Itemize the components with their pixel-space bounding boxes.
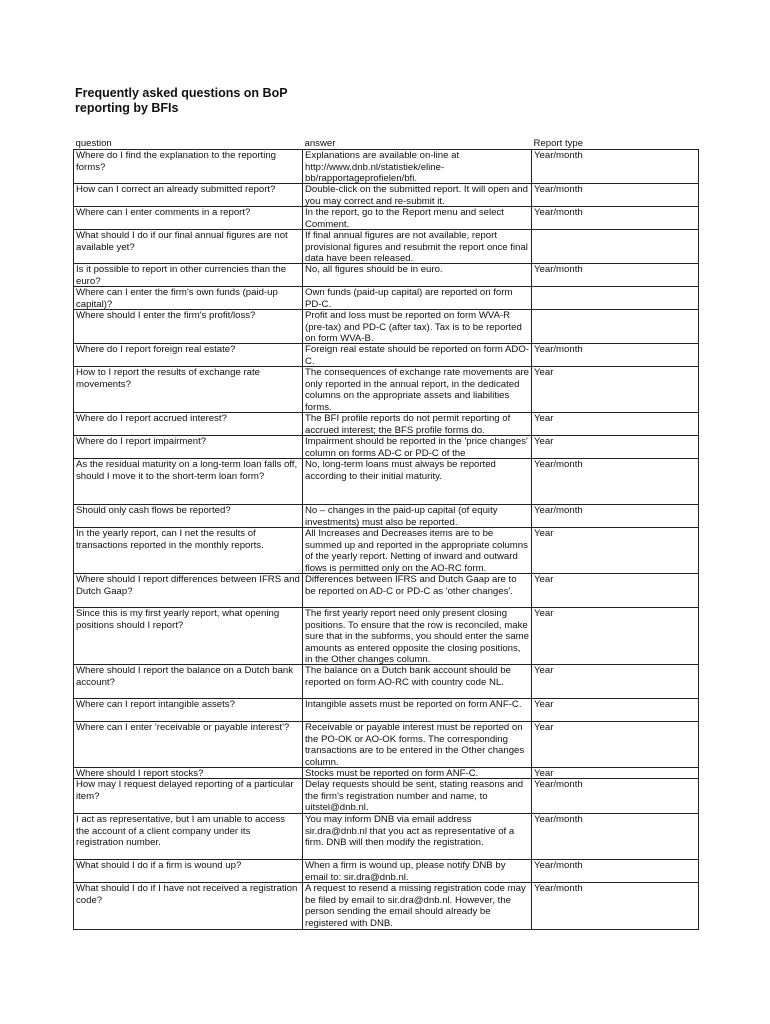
question-cell-text: In the yearly report, can I net the results of transactions reported in the monthly reports.: [76, 528, 264, 551]
question-cell-text: Where can I enter comments in a report?: [76, 207, 251, 219]
report-type-cell: [532, 287, 699, 310]
question-cell: [74, 528, 303, 574]
answer-cell: [303, 436, 532, 459]
answer-cell-text: Profit and loss must be reported on form WVA-R (pre-tax) and PD-C (after tax). Tax is to be reported on form WVA-B.: [305, 310, 522, 344]
table-row: [74, 264, 699, 287]
report-type-cell-text: Year: [534, 768, 554, 779]
table-header-row: [74, 138, 699, 150]
question-cell-text: How may I request delayed reporting of a particular item?: [76, 779, 294, 802]
question-cell: [74, 505, 303, 528]
report-type-cell: [532, 665, 699, 699]
report-type-cell-text: Year/month: [534, 207, 583, 219]
question-cell-text: Is it possible to report in other currencies than the euro?: [76, 264, 287, 287]
answer-cell-text: Impairment should be reported in the 'price changes' column on forms AD-C or PD-C of the: [305, 436, 528, 459]
answer-cell-text: Delay requests should be sent, stating reasons and the firm's registration number and name, to uitstel@dnb.nl.: [305, 779, 524, 814]
question-cell: [74, 413, 303, 436]
answer-cell-text: If final annual figures are not available, report provisional figures and resubmit the report once final data have been released.: [305, 230, 528, 264]
report-type-cell-text: Year: [534, 722, 554, 734]
question-cell-text: How to I report the results of exchange rate movements?: [76, 367, 260, 390]
table-row: [74, 150, 699, 184]
report-type-cell-text: Year: [534, 413, 554, 425]
question-cell-text: Where do I report foreign real estate?: [76, 344, 236, 356]
table-row: [74, 860, 699, 883]
answer-cell: [303, 367, 532, 413]
answer-cell: [303, 665, 532, 699]
question-cell-text: What should I do if I have not received a registration code?: [76, 883, 298, 906]
question-cell-text: Where do I find the explanation to the reporting forms?: [76, 150, 276, 173]
answer-cell-text: The balance on a Dutch bank account should be reported on form AO-RC with country code NL.: [305, 665, 511, 688]
answer-cell-text: No – changes in the paid-up capital (of equity investments) must also be reported.: [305, 505, 498, 528]
question-cell-text: How can I correct an already submitted report?: [76, 184, 276, 196]
table-row: [74, 665, 699, 699]
faq-table-body: [74, 150, 699, 930]
answer-cell-text: Foreign real estate should be reported on form ADO-C.: [305, 344, 529, 367]
table-row: [74, 207, 699, 230]
answer-cell: [303, 310, 532, 344]
report-type-cell: [532, 150, 699, 184]
report-type-cell-text: Year: [534, 665, 554, 677]
report-type-cell-text: Year/month: [534, 344, 583, 356]
answer-cell-text: Double-click on the submitted report. It will open and you may correct and re-submit it.: [305, 184, 528, 207]
answer-cell-text: No, all figures should be in euro.: [305, 264, 443, 276]
question-cell-text: As the residual maturity on a long-term loan falls off, should I move it to the short-term loan form?: [76, 459, 298, 482]
table-row: [74, 367, 699, 413]
question-cell: [74, 264, 303, 287]
question-cell: [74, 883, 303, 930]
table-row: [74, 699, 699, 722]
report-type-cell: [532, 722, 699, 768]
report-type-cell-text: Year: [534, 608, 554, 620]
table-row: [74, 883, 699, 930]
question-cell-text: What should I do if our final annual figures are not available yet?: [76, 230, 288, 253]
question-cell: [74, 436, 303, 459]
table-row: [74, 528, 699, 574]
answer-cell: [303, 528, 532, 574]
question-cell: [74, 459, 303, 505]
question-cell: [74, 722, 303, 768]
table-row: [74, 814, 699, 860]
table-row: [74, 344, 699, 367]
answer-cell-text: You may inform DNB via email address sir.dra@dnb.nl that you act as representative of a firm. DNB will then modify the registration.: [305, 814, 515, 849]
answer-cell: [303, 608, 532, 665]
table-row: [74, 287, 699, 310]
answer-cell-text: A request to resend a missing registration code may be filed by email to sir.dra@dnb.nl. However, the person sending the email should already be registered with DNB.: [305, 883, 526, 929]
report-type-cell: [532, 413, 699, 436]
question-cell: [74, 207, 303, 230]
answer-cell-text: Own funds (paid-up capital) are reported on form PD-C.: [305, 287, 513, 310]
answer-cell: [303, 860, 532, 883]
answer-cell: [303, 722, 532, 768]
report-type-cell-text: Year: [534, 367, 554, 379]
answer-cell: [303, 574, 532, 608]
question-cell-text: What should I do if a firm is wound up?: [76, 860, 242, 872]
report-type-cell: [532, 344, 699, 367]
report-type-cell-text: Year/month: [534, 860, 583, 872]
report-type-cell: [532, 310, 699, 344]
question-cell-text: Where can I enter 'receivable or payable interest'?: [76, 722, 290, 734]
answer-cell: [303, 287, 532, 310]
question-cell-text: Where can I report intangible assets?: [76, 699, 235, 711]
table-row: [74, 574, 699, 608]
question-cell: [74, 230, 303, 264]
table-row: [74, 779, 699, 814]
table-row: [74, 436, 699, 459]
answer-cell-text: Explanations are available on-line at http://www.dnb.nl/statistiek/eline-bb/rapportageprofielen/bfi.: [305, 150, 460, 184]
question-cell: [74, 699, 303, 722]
answer-cell: [303, 184, 532, 207]
faq-table: [73, 138, 699, 930]
question-cell: [74, 665, 303, 699]
report-type-cell-text: Year/month: [534, 184, 583, 196]
report-type-cell-text: Year/month: [534, 814, 583, 826]
table-row: [74, 768, 699, 779]
question-cell-text: Where should I report stocks?: [76, 768, 204, 779]
answer-cell-text: When a firm is wound up, please notify DNB by email to: sir.dra@dnb.nl.: [305, 860, 506, 883]
question-cell: [74, 574, 303, 608]
answer-cell: [303, 413, 532, 436]
question-cell-text: Since this is my first yearly report, what opening positions should I report?: [76, 608, 280, 631]
report-type-cell: [532, 528, 699, 574]
table-row: [74, 608, 699, 665]
question-cell: [74, 184, 303, 207]
answer-cell-text: Differences between IFRS and Dutch Gaap are to be reported on AD-C or PD-C as 'other changes'.: [305, 574, 517, 597]
question-cell: [74, 367, 303, 413]
report-type-cell-text: Year: [534, 574, 554, 586]
question-cell: [74, 344, 303, 367]
answer-cell: [303, 459, 532, 505]
table-row: [74, 505, 699, 528]
report-type-cell-text: Year: [534, 436, 554, 448]
report-type-cell: [532, 367, 699, 413]
report-type-cell-text: Year: [534, 528, 554, 540]
answer-cell-text: All Increases and Decreases items are to be summed up and reported in the appropriate columns of the yearly report. Netting of inward and outward flows is permitted only on the AO-RC form.: [305, 528, 528, 574]
table-row: [74, 459, 699, 505]
answer-cell-text: Intangible assets must be reported on form ANF-C.: [305, 699, 522, 711]
report-type-cell: [532, 207, 699, 230]
question-cell-text: Where do I report accrued interest?: [76, 413, 227, 425]
answer-cell: [303, 779, 532, 814]
header-question: question: [75, 138, 112, 149]
answer-cell: [303, 814, 532, 860]
report-type-cell: [532, 184, 699, 207]
answer-cell: [303, 150, 532, 184]
question-cell: [74, 150, 303, 184]
report-type-cell-text: Year/month: [534, 150, 583, 162]
table-row: [74, 413, 699, 436]
answer-cell: [303, 207, 532, 230]
answer-cell: [303, 344, 532, 367]
answer-cell: [303, 505, 532, 528]
report-type-cell-text: Year/month: [534, 883, 583, 895]
answer-cell: [303, 883, 532, 930]
report-type-cell: [532, 699, 699, 722]
question-cell: [74, 287, 303, 310]
answer-cell-text: The BFI profile reports do not permit reporting of accrued interest; the BFS profile forms do.: [305, 413, 511, 436]
report-type-cell: [532, 264, 699, 287]
report-type-cell-text: Year/month: [534, 779, 583, 791]
question-cell-text: Where should I report differences between IFRS and Dutch Gaap?: [76, 574, 300, 597]
answer-cell-text: The first yearly report need only present closing positions. To ensure that the row is reconciled, make sure that in the subforms, you should enter the same amounts as entered opposite the closing positions, in the Other changes column.: [305, 608, 529, 665]
report-type-cell-text: Year: [534, 699, 554, 711]
report-type-cell: [532, 779, 699, 814]
answer-cell-text: Stocks must be reported on form ANF-C.: [305, 768, 479, 779]
answer-cell-text: The consequences of exchange rate movements are only reported in the annual report, in the dedicated columns on the appropriate assets and liabilities forms.: [305, 367, 529, 413]
report-type-cell: [532, 459, 699, 505]
question-cell-text: Where can I enter the firm's own funds (paid-up capital)?: [76, 287, 278, 310]
report-type-cell: [532, 230, 699, 264]
question-cell: [74, 814, 303, 860]
table-row: [74, 230, 699, 264]
question-cell: [74, 860, 303, 883]
question-cell-text: Where should I report the balance on a Dutch bank account?: [76, 665, 294, 688]
question-cell-text: I act as representative, but I am unable to access the account of a client company under its registration number.: [76, 814, 286, 849]
question-cell: [74, 608, 303, 665]
report-type-cell: [532, 608, 699, 665]
report-type-cell: [532, 505, 699, 528]
report-type-cell-text: Year/month: [534, 505, 583, 517]
report-type-cell: [532, 436, 699, 459]
header-report-type: Report type: [533, 138, 584, 149]
report-type-cell: [532, 768, 699, 779]
report-type-cell-text: Year/month: [534, 459, 583, 471]
question-cell: [74, 310, 303, 344]
answer-cell-text: Receivable or payable interest must be reported on the PO-OK or AO-OK forms. The corresponding transactions are to be entered in the Other changes column.: [305, 722, 525, 768]
answer-cell: [303, 230, 532, 264]
table-row: [74, 184, 699, 207]
question-cell-text: Should only cash flows be reported?: [76, 505, 231, 517]
report-type-cell: [532, 574, 699, 608]
answer-cell: [303, 768, 532, 779]
document-title: Frequently asked questions on BoP reporting by BFIs: [75, 86, 288, 115]
question-cell: [74, 768, 303, 779]
question-cell-text: Where do I report impairment?: [76, 436, 207, 448]
answer-cell-text: No, long-term loans must always be reported according to their initial maturity.: [305, 459, 496, 482]
question-cell-text: Where should I enter the firm's profit/loss?: [76, 310, 256, 322]
answer-cell-text: In the report, go to the Report menu and select Comment.: [305, 207, 504, 230]
table-row: [74, 310, 699, 344]
report-type-cell: [532, 860, 699, 883]
report-type-cell: [532, 814, 699, 860]
table-row: [74, 722, 699, 768]
report-type-cell: [532, 883, 699, 930]
question-cell: [74, 779, 303, 814]
report-type-cell-text: Year/month: [534, 264, 583, 276]
answer-cell: [303, 699, 532, 722]
answer-cell: [303, 264, 532, 287]
header-answer: answer: [304, 138, 336, 149]
